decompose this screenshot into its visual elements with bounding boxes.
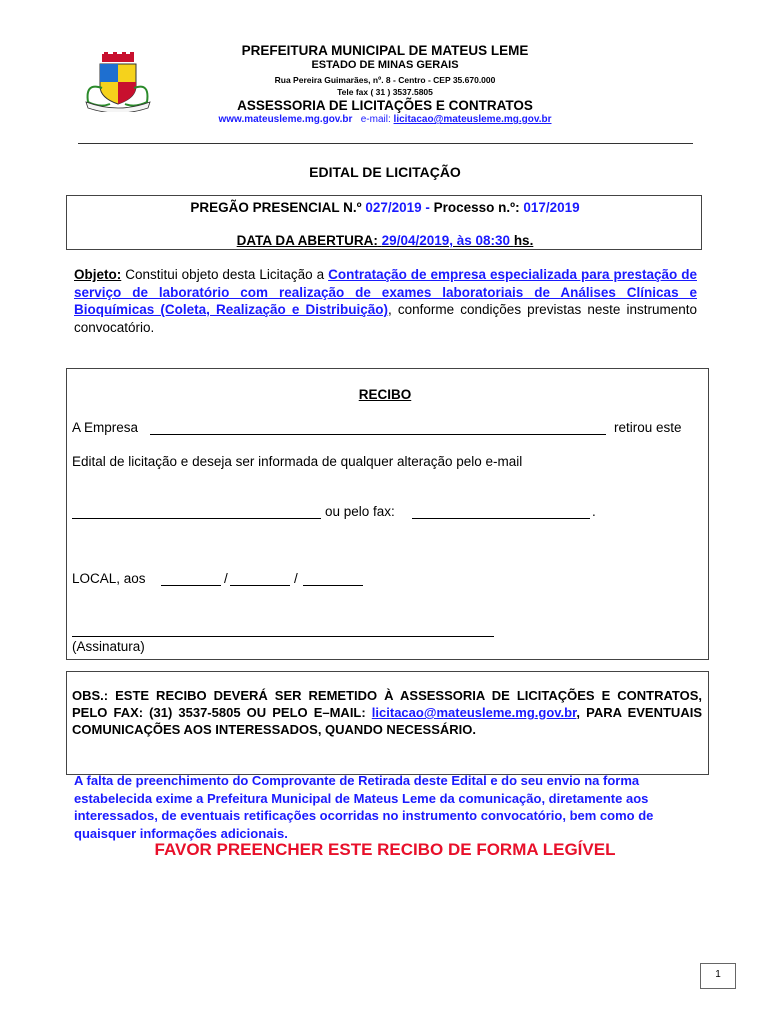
- recibo-title: RECIBO: [358, 387, 412, 402]
- processo-number: 017/2019: [523, 200, 580, 215]
- header-telfax: Tele fax ( 31 ) 3537.5805: [337, 87, 433, 97]
- month-blank[interactable]: [230, 585, 290, 586]
- website-link[interactable]: www.mateusleme.mg.gov.br: [218, 114, 353, 125]
- abertura-value: 29/04/2019, às 08:30: [381, 233, 511, 248]
- signature-label: (Assinatura): [72, 639, 145, 654]
- favor-notice: FAVOR PREENCHER ESTE RECIBO DE FORMA LEGÍVEL: [154, 840, 616, 859]
- abertura-label: DATA DA ABERTURA:: [236, 233, 378, 248]
- pregao-line: [0, 200, 770, 215]
- obs-email-link[interactable]: licitacao@mateusleme.mg.gov.br: [371, 705, 577, 720]
- recibo-retirou-label: retirou este: [614, 420, 682, 435]
- empresa-blank[interactable]: [150, 434, 606, 435]
- header-email-link[interactable]: licitacao@mateusleme.mg.gov.br: [393, 114, 552, 125]
- document-title: EDITAL DE LICITAÇÃO: [309, 164, 461, 180]
- header-address: Rua Pereira Guimarães, nº. 8 - Centro - CEP 35.670.000: [274, 75, 496, 85]
- day-blank[interactable]: [161, 585, 221, 586]
- recibo-fax-label: ou pelo fax:: [325, 504, 395, 519]
- header-department: ASSESSORIA DE LICITAÇÕES E CONTRATOS: [237, 98, 533, 113]
- pregao-label: PREGÃO PRESENCIAL N.º: [190, 200, 362, 215]
- email-label: e-mail:: [360, 114, 391, 125]
- objeto-text-intro: Constitui objeto desta Licitação a: [125, 267, 325, 282]
- aviso-paragraph: A falta de preenchimento do Comprovante de Retirada deste Edital e do seu envio na forma estabelecida exime a Prefeitura Municipal de Mateus Leme da comunicação, diretamente aos interessados, de eventuais retificações ocorridas no instrumento convocatório, bem como de quaisquer informações adicionais.: [74, 773, 654, 841]
- obs-text-start: OBS.: ESTE RECIBO DEVERÁ SER REMETIDO À ASSESSORIA DE LICITAÇÕES E CONTRATOS, PELO FAX: (31) 3537-5805 OU PELO E–MAIL:: [72, 688, 702, 720]
- obs-paragraph: [72, 687, 702, 738]
- pregao-separator: -: [421, 200, 434, 215]
- obs-text-end: , PARA EVENTUAIS COMUNICAÇÕES AOS INTERESSADOS, QUANDO NECESSÁRIO.: [72, 705, 702, 737]
- pregao-number: 027/2019: [365, 200, 422, 215]
- objeto-paragraph: [74, 266, 697, 336]
- processo-label: Processo n.º:: [433, 200, 520, 215]
- page-number: 1: [700, 963, 736, 989]
- header-title: PREFEITURA MUNICIPAL DE MATEUS LEME: [241, 43, 529, 58]
- fax-blank[interactable]: [412, 518, 590, 519]
- abertura-suffix: hs.: [513, 233, 534, 248]
- objeto-text-end: , conforme condições previstas neste instrumento convocatório.: [74, 302, 697, 335]
- objeto-highlight: Contratação de empresa especializada para prestação de serviço de laboratório com realização de exames laboratoriais de Análises Clínicas e Bioquímicas (Coleta, Realização e Distribuição): [74, 267, 697, 317]
- header-state: ESTADO DE MINAS GERAIS: [311, 59, 459, 71]
- date-separator-1: /: [224, 571, 228, 586]
- date-separator-2: /: [294, 571, 298, 586]
- recibo-fax-period: .: [592, 504, 596, 519]
- signature-blank[interactable]: [72, 636, 494, 637]
- abertura-line: [0, 233, 770, 248]
- recibo-edital-text: Edital de licitação e deseja ser informada de qualquer alteração pelo e-mail: [72, 454, 523, 469]
- header-contacts: [0, 114, 770, 125]
- recibo-local-label: LOCAL, aos: [72, 571, 146, 586]
- email-blank[interactable]: [72, 518, 321, 519]
- objeto-label: Objeto:: [74, 267, 122, 282]
- recibo-empresa-label: A Empresa: [72, 420, 139, 435]
- header-divider: [78, 143, 693, 144]
- year-blank[interactable]: [303, 585, 363, 586]
